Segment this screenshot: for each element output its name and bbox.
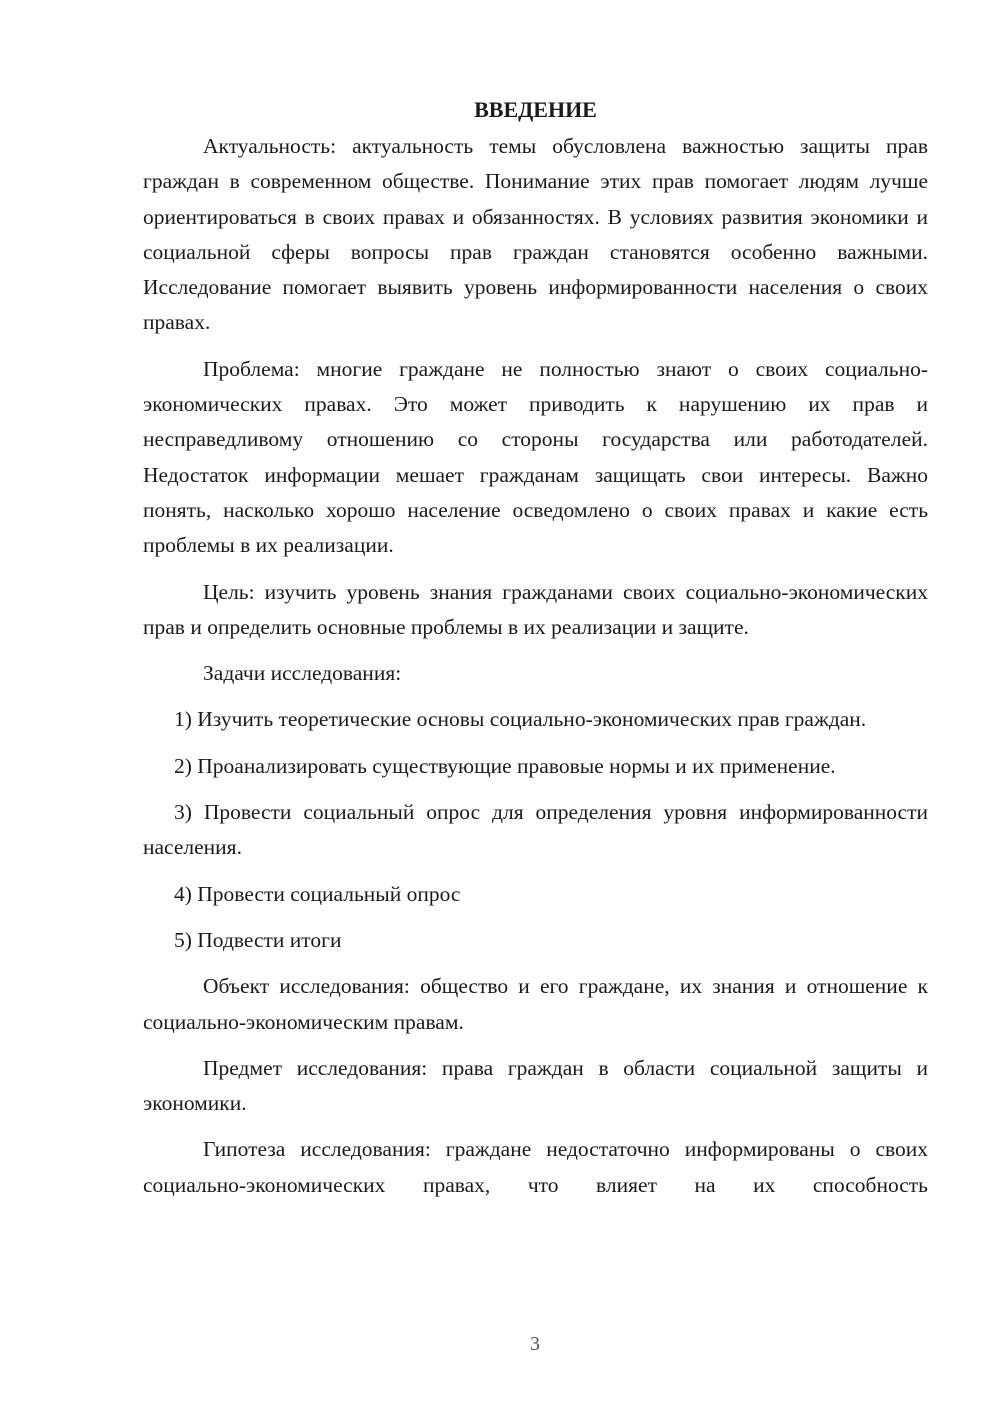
task-item-1: 1) Изучить теоретические основы социально-экономических прав граждан. xyxy=(174,707,867,732)
hypothesis-paragraph: Гипотеза исследования: граждане недостаточно информированы о своих социально-экономических правах, что влияет на их способность xyxy=(143,1137,928,1197)
task-item-5: 5) Подвести итоги xyxy=(174,927,342,952)
object-paragraph: Объект исследования: общество и его граждане, их знания и отношение к социально-экономическим правам. xyxy=(143,974,928,1034)
goal-paragraph: Цель: изучить уровень знания гражданами своих социально-экономических прав и определить основные проблемы в их реализации и защите. xyxy=(143,579,928,639)
document-page xyxy=(143,92,928,1203)
relevance-paragraph: Актуальность: актуальность темы обусловлена важностью защиты прав граждан в современном обществе. Понимание этих прав помогает людям лучше ориентироваться в своих правах и обязанностях. В условиях развития экономики и социальной сферы вопросы прав граждан становятся особенно важными. Исследование помогает выявить уровень информированности населения о своих правах. xyxy=(143,134,928,335)
task-item-4: 4) Провести социальный опрос xyxy=(174,881,461,906)
task-item-2: 2) Проанализировать существующие правовые нормы и их применение. xyxy=(174,753,836,778)
tasks-heading: Задачи исследования: xyxy=(203,661,402,686)
problem-paragraph: Проблема: многие граждане не полностью знают о своих социально-экономических правах. Это может приводить к нарушению их прав и несправедливому отношению со стороны государства или работодателей. Недостаток информации мешает гражданам защищать свои интересы. Важно понять, насколько хорошо население осведомлено о своих правах и какие есть проблемы в их реализации. xyxy=(143,356,928,558)
subject-paragraph: Предмет исследования: права граждан в области социальной защиты и экономики. xyxy=(143,1055,928,1116)
page-number: 3 xyxy=(530,1333,540,1355)
task-item-3: 3) Провести социальный опрос для определения уровня информированности населения. xyxy=(143,800,928,860)
section-title: ВВЕДЕНИЕ xyxy=(474,97,597,122)
